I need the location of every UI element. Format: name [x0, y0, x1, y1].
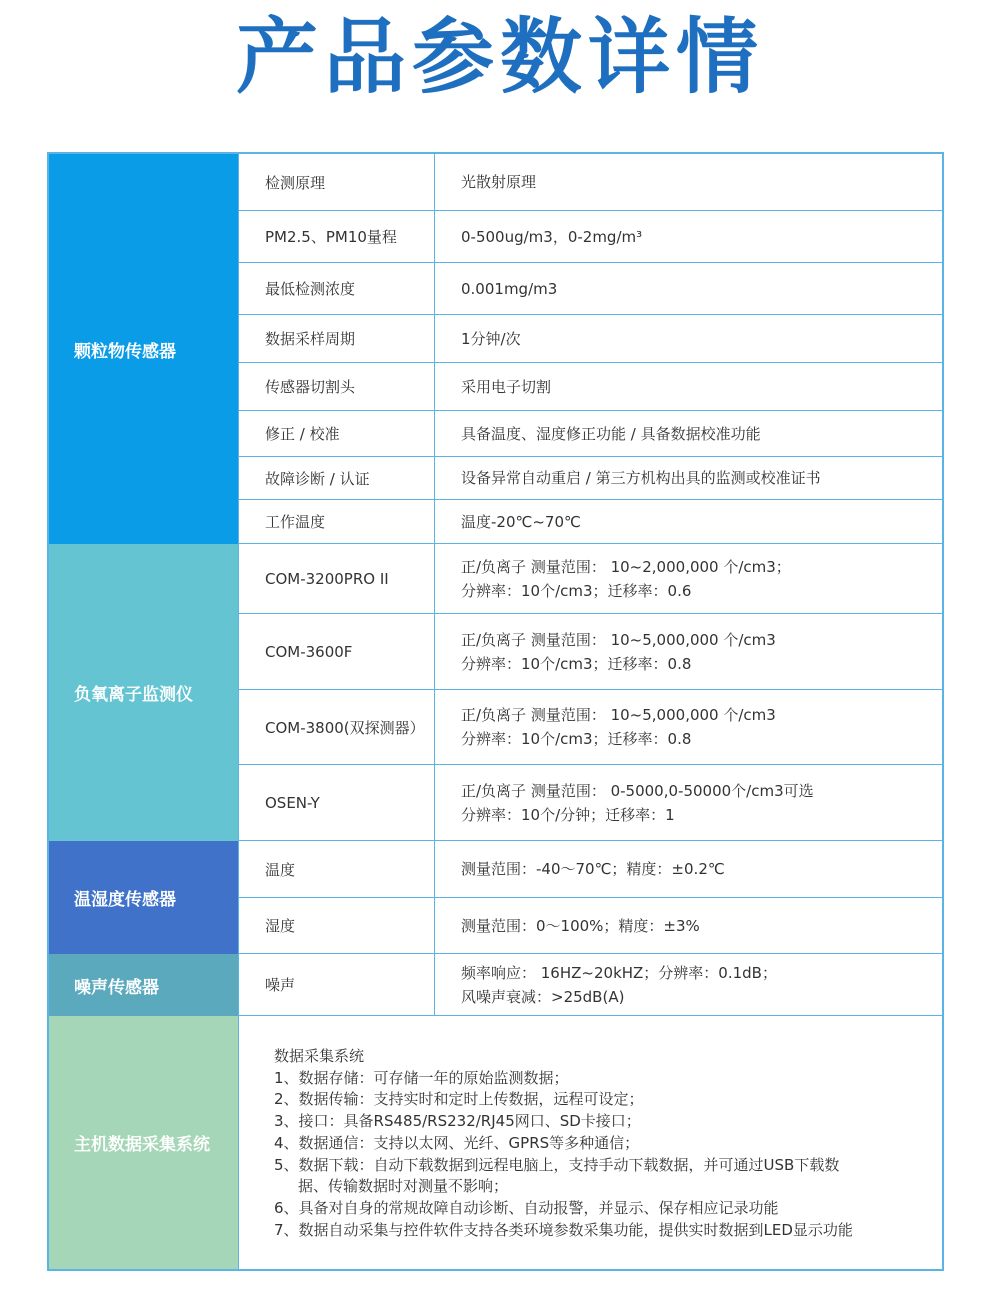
param-name: COM-3200PRO II — [238, 544, 435, 613]
param-value: 正/负离子 测量范围： 0-5000,0-50000个/cm3可选 分辨率：10个/分钟；迁移率：1 — [461, 781, 814, 824]
table-row — [238, 690, 942, 765]
param-name: 故障诊断 / 认证 — [238, 457, 435, 499]
group-label-host: 主机数据采集系统 — [49, 1016, 238, 1269]
param-name: 最低检测浓度 — [238, 263, 435, 314]
param-name: COM-3800(双探测器） — [238, 690, 435, 764]
table-row — [238, 457, 942, 500]
group-label-particle: 颗粒物传感器 — [49, 154, 238, 544]
param-name: 检测原理 — [238, 154, 435, 210]
table-row — [238, 263, 942, 315]
param-name: 工作温度 — [238, 500, 435, 543]
host-system-cell — [238, 1016, 942, 1269]
table-row — [238, 154, 942, 211]
param-name: 温度 — [238, 841, 435, 897]
table-row — [238, 411, 942, 457]
param-value: 0-500ug/m3，0-2mg/m³ — [461, 227, 643, 246]
param-value: 采用电子切割 — [461, 377, 552, 396]
param-value: 设备异常自动重启 / 第三方机构出具的监测或校准证书 — [461, 469, 821, 487]
param-value: 测量范围：-40～70℃；精度：±0.2℃ — [461, 860, 725, 878]
param-name: OSEN-Y — [238, 765, 435, 840]
param-value: 温度-20℃~70℃ — [461, 512, 581, 531]
param-value: 光散射原理 — [461, 173, 537, 191]
param-value: 正/负离子 测量范围： 10~5,000,000 个/cm3 分辨率：10个/cm3；迁移率：0.8 — [461, 706, 776, 748]
param-value: 1分钟/次 — [461, 329, 521, 348]
host-system-text: 数据采集系统 1、数据存储：可存储一年的原始监测数据； 2、数据传输：支持实时和定时上传数据，远程可设定； 3、接口：具备RS485/RS232/RJ45网口、SD卡接口； 4、数据通信：支持以太网、光纤、GPRS等多种通信； 5、数据下载：自动下载数据到远程电脑上，支持手动下载数据，并可通过USB下载数 据、传输数据时对测量不影响； 6、具备对自身的常规故障自动诊断、自动报警，并显示、保存相应记录功能 7、数据自动采集与控件软件支持各类环境参数采集功能，提供实时数据到LED显示功能 — [274, 1047, 853, 1239]
spec-table — [47, 152, 944, 1271]
param-value: 测量范围：0～100%；精度：±3% — [461, 916, 700, 935]
table-row — [238, 363, 942, 411]
page-title: 产品参数详情 — [235, 10, 764, 105]
group-label-noise: 噪声传感器 — [49, 954, 238, 1016]
param-value: 0.001mg/m3 — [461, 279, 558, 298]
table-row — [238, 500, 942, 544]
param-name: 传感器切割头 — [238, 363, 435, 410]
table-row — [238, 614, 942, 690]
table-row — [238, 315, 942, 363]
table-row — [238, 765, 942, 841]
param-value: 正/负离子 测量范围： 10~5,000,000 个/cm3 分辨率：10个/cm3；迁移率：0.8 — [461, 630, 776, 673]
table-row — [238, 544, 942, 614]
table-row — [238, 898, 942, 954]
table-row — [238, 954, 942, 1016]
param-value: 频率响应： 16HZ~20kHZ；分辨率：0.1dB； 风噪声衰减：>25dB(A) — [461, 963, 777, 1006]
param-value: 具备温度、湿度修正功能 / 具备数据校准功能 — [461, 424, 761, 443]
param-name: PM2.5、PM10量程 — [238, 211, 435, 262]
group-label-ion: 负氧离子监测仪 — [49, 544, 238, 841]
param-name: 数据采样周期 — [238, 315, 435, 362]
param-name: 湿度 — [238, 898, 435, 953]
param-name: 噪声 — [238, 954, 435, 1015]
param-value: 正/负离子 测量范围： 10~2,000,000 个/cm3； 分辨率：10个/cm3；迁移率：0.6 — [461, 557, 791, 600]
param-name: COM-3600F — [238, 614, 435, 689]
table-row — [238, 211, 942, 263]
group-label-thermo: 温湿度传感器 — [49, 841, 238, 954]
table-row — [238, 841, 942, 898]
param-name: 修正 / 校准 — [238, 411, 435, 456]
